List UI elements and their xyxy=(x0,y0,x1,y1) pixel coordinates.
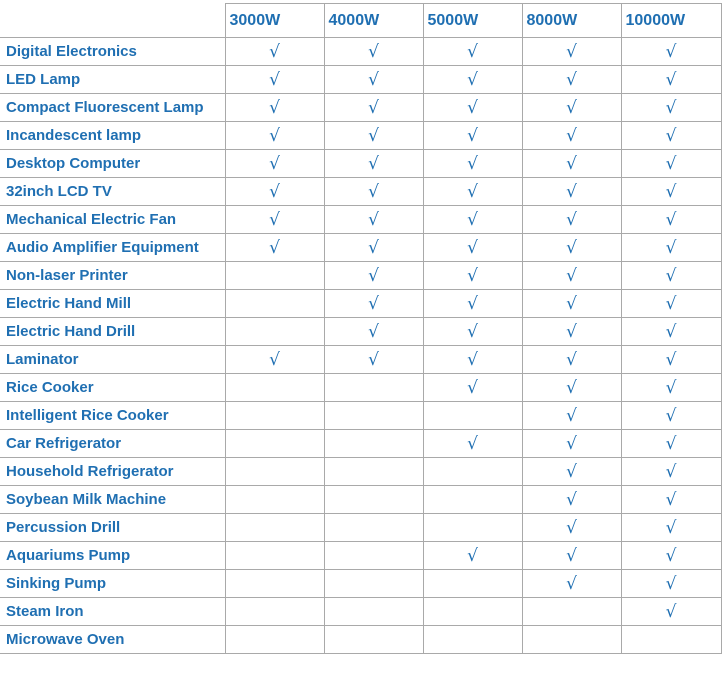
empty-cell xyxy=(225,318,324,346)
check-mark-icon: √ xyxy=(522,458,621,486)
appliance-name: Electric Hand Mill xyxy=(0,290,225,318)
check-mark-icon: √ xyxy=(621,290,721,318)
table-row xyxy=(0,626,721,654)
check-mark-icon: √ xyxy=(522,178,621,206)
check-mark-icon: √ xyxy=(621,346,721,374)
check-mark-icon: √ xyxy=(423,234,522,262)
table-row xyxy=(0,430,721,458)
check-mark-icon: √ xyxy=(621,486,721,514)
check-mark-icon: √ xyxy=(621,570,721,598)
empty-cell xyxy=(423,458,522,486)
check-mark-icon: √ xyxy=(423,94,522,122)
check-mark-icon: √ xyxy=(621,458,721,486)
empty-cell xyxy=(324,374,423,402)
empty-cell xyxy=(225,374,324,402)
table-row xyxy=(0,94,721,122)
check-mark-icon: √ xyxy=(522,430,621,458)
empty-cell xyxy=(522,626,621,654)
check-mark-icon: √ xyxy=(522,486,621,514)
appliance-name: Household Refrigerator xyxy=(0,458,225,486)
empty-cell xyxy=(423,402,522,430)
corner-cell xyxy=(0,4,225,38)
empty-cell xyxy=(621,626,721,654)
check-mark-icon: √ xyxy=(522,262,621,290)
check-mark-icon: √ xyxy=(324,94,423,122)
check-mark-icon: √ xyxy=(522,542,621,570)
check-mark-icon: √ xyxy=(621,262,721,290)
appliance-name: Electric Hand Drill xyxy=(0,318,225,346)
check-mark-icon: √ xyxy=(522,374,621,402)
empty-cell xyxy=(225,262,324,290)
empty-cell xyxy=(225,598,324,626)
check-mark-icon: √ xyxy=(225,206,324,234)
compatibility-table xyxy=(0,3,722,654)
empty-cell xyxy=(324,402,423,430)
table-row xyxy=(0,318,721,346)
check-mark-icon: √ xyxy=(423,542,522,570)
appliance-name: Microwave Oven xyxy=(0,626,225,654)
check-mark-icon: √ xyxy=(423,346,522,374)
table-row xyxy=(0,150,721,178)
column-header-4000w: 4000W xyxy=(324,4,423,38)
empty-cell xyxy=(225,458,324,486)
check-mark-icon: √ xyxy=(621,38,721,66)
check-mark-icon: √ xyxy=(324,66,423,94)
appliance-name: Sinking Pump xyxy=(0,570,225,598)
table-row xyxy=(0,374,721,402)
empty-cell xyxy=(324,514,423,542)
check-mark-icon: √ xyxy=(621,66,721,94)
appliance-name: Aquariums Pump xyxy=(0,542,225,570)
check-mark-icon: √ xyxy=(621,374,721,402)
appliance-name: LED Lamp xyxy=(0,66,225,94)
check-mark-icon: √ xyxy=(621,514,721,542)
table-row xyxy=(0,402,721,430)
check-mark-icon: √ xyxy=(621,94,721,122)
check-mark-icon: √ xyxy=(522,402,621,430)
check-mark-icon: √ xyxy=(621,430,721,458)
check-mark-icon: √ xyxy=(225,234,324,262)
appliance-name: Steam Iron xyxy=(0,598,225,626)
header-row xyxy=(0,4,721,38)
check-mark-icon: √ xyxy=(324,290,423,318)
check-mark-icon: √ xyxy=(621,598,721,626)
check-mark-icon: √ xyxy=(324,262,423,290)
check-mark-icon: √ xyxy=(324,318,423,346)
check-mark-icon: √ xyxy=(522,122,621,150)
appliance-name: Audio Amplifier Equipment xyxy=(0,234,225,262)
table-body xyxy=(0,38,721,654)
empty-cell xyxy=(225,402,324,430)
check-mark-icon: √ xyxy=(324,122,423,150)
check-mark-icon: √ xyxy=(522,94,621,122)
empty-cell xyxy=(324,626,423,654)
column-header-3000w: 3000W xyxy=(225,4,324,38)
table-row xyxy=(0,290,721,318)
empty-cell xyxy=(423,598,522,626)
check-mark-icon: √ xyxy=(423,66,522,94)
check-mark-icon: √ xyxy=(324,150,423,178)
check-mark-icon: √ xyxy=(522,570,621,598)
check-mark-icon: √ xyxy=(423,206,522,234)
check-mark-icon: √ xyxy=(522,514,621,542)
check-mark-icon: √ xyxy=(225,38,324,66)
check-mark-icon: √ xyxy=(324,178,423,206)
column-header-8000w: 8000W xyxy=(522,4,621,38)
check-mark-icon: √ xyxy=(423,38,522,66)
check-mark-icon: √ xyxy=(324,206,423,234)
appliance-name: Desktop Computer xyxy=(0,150,225,178)
empty-cell xyxy=(423,514,522,542)
empty-cell xyxy=(522,598,621,626)
check-mark-icon: √ xyxy=(225,150,324,178)
appliance-name: Digital Electronics xyxy=(0,38,225,66)
table-row xyxy=(0,514,721,542)
check-mark-icon: √ xyxy=(522,66,621,94)
check-mark-icon: √ xyxy=(324,234,423,262)
table-row xyxy=(0,570,721,598)
check-mark-icon: √ xyxy=(225,94,324,122)
empty-cell xyxy=(324,486,423,514)
check-mark-icon: √ xyxy=(621,542,721,570)
appliance-name: Compact Fluorescent Lamp xyxy=(0,94,225,122)
check-mark-icon: √ xyxy=(225,346,324,374)
appliance-name: 32inch LCD TV xyxy=(0,178,225,206)
empty-cell xyxy=(324,458,423,486)
empty-cell xyxy=(225,486,324,514)
check-mark-icon: √ xyxy=(423,318,522,346)
empty-cell xyxy=(324,570,423,598)
empty-cell xyxy=(225,626,324,654)
empty-cell xyxy=(225,514,324,542)
table-row xyxy=(0,598,721,626)
check-mark-icon: √ xyxy=(522,150,621,178)
check-mark-icon: √ xyxy=(621,150,721,178)
appliance-name: Laminator xyxy=(0,346,225,374)
table-row xyxy=(0,122,721,150)
table-row xyxy=(0,38,721,66)
table-row xyxy=(0,234,721,262)
check-mark-icon: √ xyxy=(621,318,721,346)
check-mark-icon: √ xyxy=(621,122,721,150)
check-mark-icon: √ xyxy=(522,38,621,66)
table-row xyxy=(0,262,721,290)
check-mark-icon: √ xyxy=(621,206,721,234)
empty-cell xyxy=(423,486,522,514)
empty-cell xyxy=(324,430,423,458)
check-mark-icon: √ xyxy=(522,206,621,234)
empty-cell xyxy=(423,570,522,598)
check-mark-icon: √ xyxy=(423,262,522,290)
check-mark-icon: √ xyxy=(522,290,621,318)
table-row xyxy=(0,542,721,570)
table-row xyxy=(0,486,721,514)
appliance-name: Mechanical Electric Fan xyxy=(0,206,225,234)
check-mark-icon: √ xyxy=(423,290,522,318)
appliance-name: Intelligent Rice Cooker xyxy=(0,402,225,430)
check-mark-icon: √ xyxy=(621,402,721,430)
table-row xyxy=(0,206,721,234)
appliance-name: Non-laser Printer xyxy=(0,262,225,290)
check-mark-icon: √ xyxy=(324,38,423,66)
appliance-name: Soybean Milk Machine xyxy=(0,486,225,514)
check-mark-icon: √ xyxy=(423,122,522,150)
check-mark-icon: √ xyxy=(423,178,522,206)
empty-cell xyxy=(324,542,423,570)
appliance-name: Percussion Drill xyxy=(0,514,225,542)
empty-cell xyxy=(225,542,324,570)
column-header-5000w: 5000W xyxy=(423,4,522,38)
check-mark-icon: √ xyxy=(324,346,423,374)
table-row xyxy=(0,66,721,94)
table-row xyxy=(0,346,721,374)
check-mark-icon: √ xyxy=(225,122,324,150)
check-mark-icon: √ xyxy=(423,374,522,402)
check-mark-icon: √ xyxy=(225,178,324,206)
check-mark-icon: √ xyxy=(621,234,721,262)
empty-cell xyxy=(225,290,324,318)
empty-cell xyxy=(324,598,423,626)
appliance-name: Car Refrigerator xyxy=(0,430,225,458)
empty-cell xyxy=(225,570,324,598)
check-mark-icon: √ xyxy=(423,150,522,178)
check-mark-icon: √ xyxy=(225,66,324,94)
check-mark-icon: √ xyxy=(522,234,621,262)
table-row xyxy=(0,178,721,206)
empty-cell xyxy=(423,626,522,654)
empty-cell xyxy=(225,430,324,458)
check-mark-icon: √ xyxy=(621,178,721,206)
appliance-name: Incandescent lamp xyxy=(0,122,225,150)
check-mark-icon: √ xyxy=(522,346,621,374)
appliance-name: Rice Cooker xyxy=(0,374,225,402)
table-row xyxy=(0,458,721,486)
check-mark-icon: √ xyxy=(522,318,621,346)
column-header-10000w: 10000W xyxy=(621,4,721,38)
check-mark-icon: √ xyxy=(423,430,522,458)
